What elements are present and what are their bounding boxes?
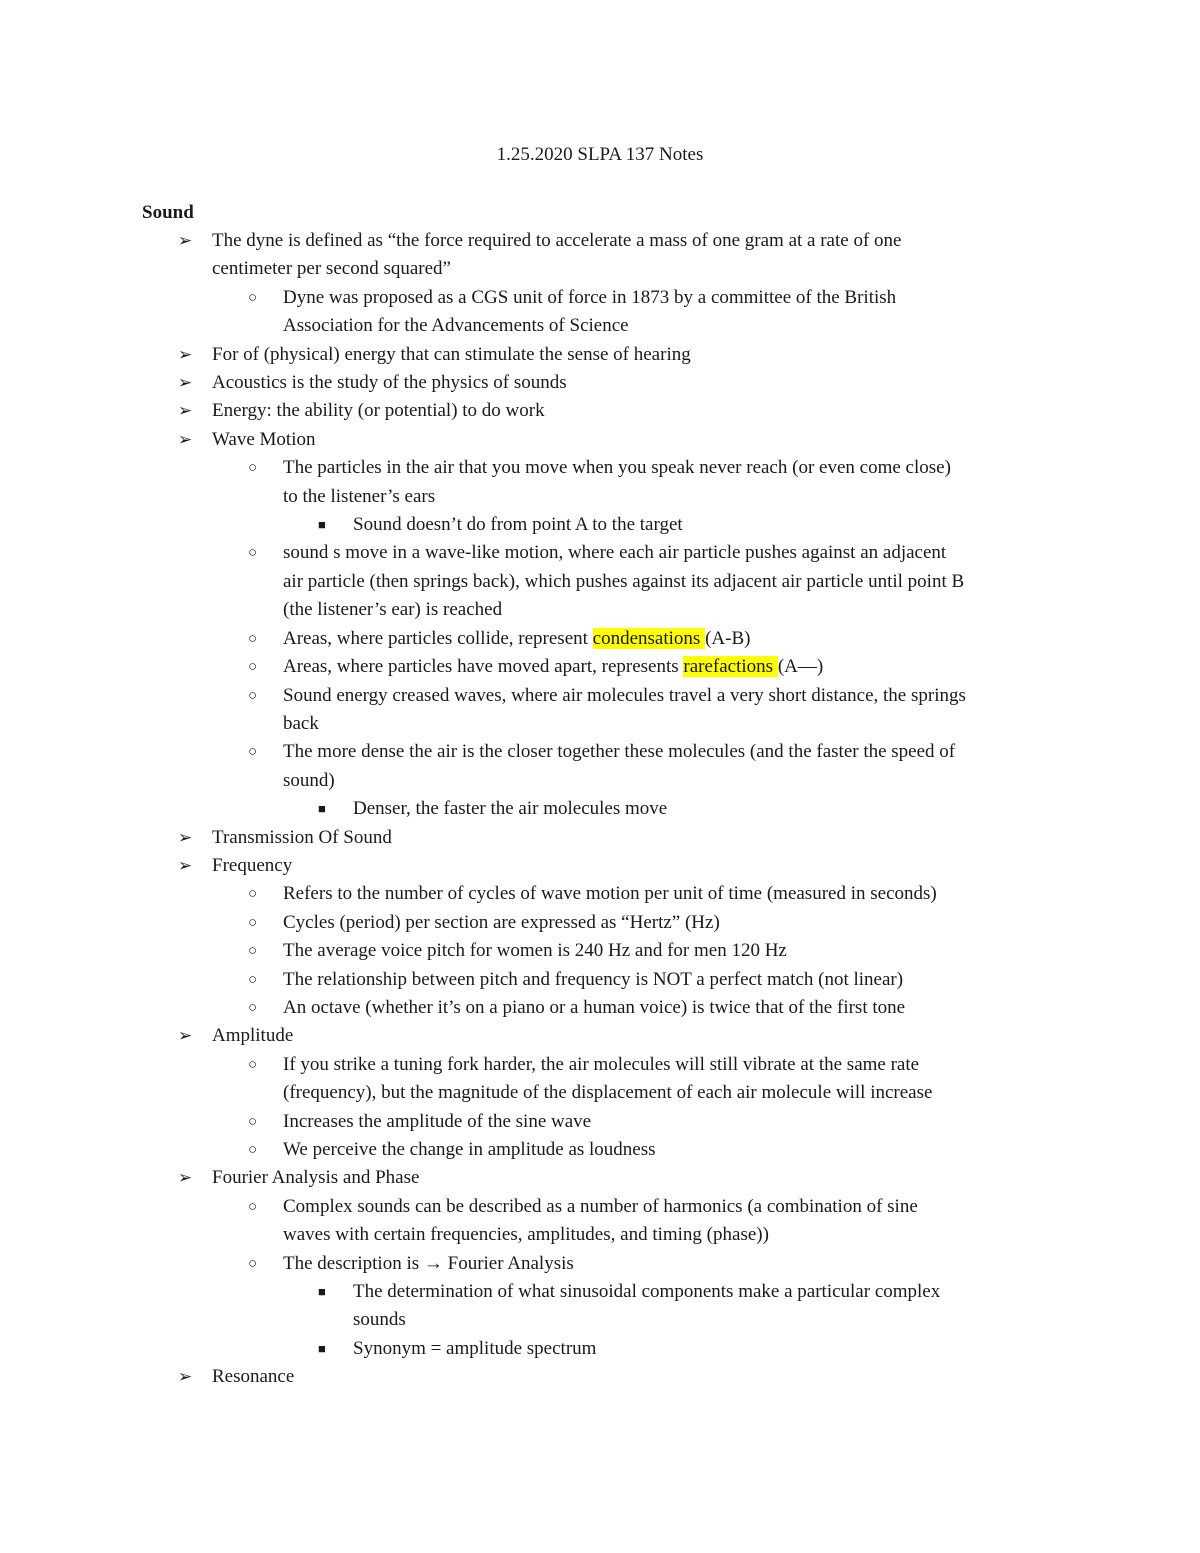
sub-bullet-wave-like — [0, 539, 1200, 624]
sub-sub-bullet-fourier-2 — [0, 1335, 1200, 1363]
bullet-text: Sound doesn’t do from point A to the target — [353, 514, 683, 536]
bullet-text: The relationship between pitch and frequency is NOT a perfect match (not linear) — [283, 968, 904, 990]
bullet-text: (A-B) — [705, 627, 751, 649]
circle-bullet-icon: ○ — [248, 999, 258, 1016]
bullet-text: The particles in the air that you move when you speak never reach (or even come close) — [283, 457, 951, 479]
highlighted-term-rarefactions: rarefactions — [683, 656, 778, 678]
sub-bullet-frequency-4 — [0, 966, 1200, 994]
circle-bullet-icon: ○ — [248, 630, 258, 647]
circle-bullet-icon: ○ — [248, 1056, 258, 1073]
arrow-bullet-icon: ➢ — [178, 231, 193, 250]
bullet-text: (frequency), but the magnitude of the displacement of each air molecule will increase — [283, 1082, 933, 1104]
circle-bullet-icon: ○ — [248, 1198, 258, 1215]
bullet-text: Areas, where particles collide, represent — [283, 627, 593, 649]
bullet-frequency — [0, 852, 1200, 880]
arrow-bullet-icon: ➢ — [178, 1367, 193, 1387]
arrow-bullet-icon: ➢ — [178, 827, 193, 847]
document-title: 1.25.2020 SLPA 137 Notes — [496, 144, 704, 165]
square-bullet-icon: ■ — [318, 517, 326, 533]
circle-bullet-icon: ○ — [248, 943, 258, 960]
sub-bullet-particles — [0, 454, 1200, 511]
sub-bullet-rarefactions — [0, 653, 1200, 681]
circle-bullet-icon: ○ — [248, 744, 258, 761]
circle-bullet-icon: ○ — [248, 1142, 258, 1158]
sub-sub-bullet-fourier-1 — [0, 1278, 1200, 1335]
bullet-text: centimeter per second squared” — [212, 258, 451, 280]
arrow-bullet-icon: ➢ — [178, 1168, 193, 1188]
sub-bullet-fourier-2 — [0, 1250, 1200, 1278]
bullet-text: (A—) — [777, 656, 824, 678]
sub-bullet-dyne-cgs — [0, 284, 1200, 341]
sub-bullet-amplitude-1 — [0, 1051, 1200, 1108]
notes-outline — [0, 227, 1200, 1392]
bullet-text: Fourier Analysis and Phase — [212, 1167, 420, 1189]
bullet-text: Energy: the ability (or potential) to do work — [212, 400, 545, 422]
bullet-text: If you strike a tuning fork harder, the air molecules will still vibrate at the same rate — [283, 1053, 920, 1075]
circle-bullet-icon: ○ — [248, 1255, 258, 1272]
bullet-dyne — [0, 227, 1200, 284]
sub-bullet-dense-air — [0, 738, 1200, 795]
bullet-text: We perceive the change in amplitude as loudness — [283, 1139, 656, 1160]
bullet-text: sound) — [283, 769, 335, 791]
bullet-text: waves with certain frequencies, amplitudes, and timing (phase)) — [283, 1224, 769, 1246]
circle-bullet-icon: ○ — [248, 460, 258, 477]
bullet-resonance — [0, 1363, 1200, 1391]
bullet-text: Refers to the number of cycles of wave motion per unit of time (measured in seconds) — [283, 883, 937, 905]
bullet-text: Cycles (period) per section are expressed as “Hertz” (Hz) — [283, 911, 720, 933]
sub-bullet-creased-waves — [0, 682, 1200, 739]
arrow-bullet-icon: ➢ — [178, 1026, 193, 1046]
bullet-text: (the listener’s ear) is reached — [283, 599, 503, 621]
circle-bullet-icon: ○ — [248, 914, 258, 931]
bullet-amplitude — [0, 1022, 1200, 1050]
bullet-text: sounds — [353, 1309, 406, 1331]
sub-bullet-frequency-3 — [0, 937, 1200, 965]
arrow-bullet-icon: ➢ — [178, 855, 193, 875]
sub-bullet-amplitude-3 — [0, 1136, 1200, 1164]
arrow-bullet-icon: ➢ — [178, 344, 193, 364]
bullet-text: Dyne was proposed as a CGS unit of force in 1873 by a committee of the British — [283, 286, 897, 308]
bullet-text: Acoustics is the study of the physics of sounds — [212, 372, 567, 394]
square-bullet-icon: ■ — [318, 801, 326, 817]
bullet-text: For of (physical) energy that can stimulate the sense of hearing — [212, 343, 691, 365]
bullet-text: Complex sounds can be described as a number of harmonics (a combination of sine — [283, 1195, 918, 1217]
circle-bullet-icon: ○ — [248, 1113, 258, 1130]
sub-bullet-condensations — [0, 625, 1200, 653]
bullet-text: The dyne is defined as “the force required to accelerate a mass of one gram at a rate of one — [212, 230, 902, 251]
sub-bullet-frequency-5 — [0, 994, 1200, 1022]
bullet-fourier — [0, 1164, 1200, 1192]
circle-bullet-icon: ○ — [248, 659, 258, 676]
bullet-text: An octave (whether it’s on a piano or a human voice) is twice that of the first tone — [283, 996, 906, 1018]
sub-bullet-fourier-1 — [0, 1193, 1200, 1250]
bullet-text: sound s move in a wave-like motion, where each air particle pushes against an adjacent — [283, 542, 947, 564]
bullet-text: to the listener’s ears — [283, 485, 436, 507]
arrow-bullet-icon: ➢ — [178, 401, 193, 421]
bullet-text: Areas, where particles have moved apart, represents — [283, 656, 684, 678]
bullet-text: Wave Motion — [212, 428, 316, 450]
circle-bullet-icon: ○ — [248, 687, 258, 704]
arrow-bullet-icon: ➢ — [178, 429, 193, 449]
section-heading-sound: Sound — [142, 202, 194, 223]
bullet-text: The average voice pitch for women is 240 Hz and for men 120 Hz — [283, 940, 787, 962]
bullet-energy — [0, 397, 1200, 425]
bullet-wave-motion — [0, 426, 1200, 454]
bullet-text: The determination of what sinusoidal components make a particular complex — [353, 1281, 941, 1303]
circle-bullet-icon: ○ — [248, 289, 258, 306]
bullet-acoustics — [0, 369, 1200, 397]
circle-bullet-icon: ○ — [248, 545, 258, 562]
bullet-text: Frequency — [212, 854, 293, 876]
sub-bullet-frequency-1 — [0, 880, 1200, 908]
bullet-text: Synonym = amplitude spectrum — [353, 1337, 597, 1359]
bullet-transmission — [0, 824, 1200, 852]
bullet-text: Association for the Advancements of Science — [283, 315, 629, 337]
bullet-text: The description is → Fourier Analysis — [283, 1252, 574, 1274]
bullet-text: Increases the amplitude of the sine wave — [283, 1110, 592, 1132]
bullet-text: Sound energy creased waves, where air molecules travel a very short distance, the springs — [283, 684, 966, 706]
sub-sub-bullet-point-a — [0, 511, 1200, 539]
sub-bullet-frequency-2 — [0, 909, 1200, 937]
bullet-text: The more dense the air is the closer together these molecules (and the faster the speed of — [283, 741, 956, 763]
arrow-bullet-icon: ➢ — [178, 373, 193, 393]
sub-bullet-amplitude-2 — [0, 1108, 1200, 1136]
circle-bullet-icon: ○ — [248, 886, 258, 903]
bullet-text: Denser, the faster the air molecules move — [353, 798, 668, 820]
bullet-text: back — [283, 712, 319, 734]
square-bullet-icon: ■ — [318, 1340, 326, 1356]
square-bullet-icon: ■ — [318, 1284, 326, 1300]
bullet-for-of — [0, 341, 1200, 369]
bullet-text: Amplitude — [212, 1025, 294, 1047]
highlighted-term-condensations: condensations — [592, 627, 706, 649]
bullet-text: air particle (then springs back), which pushes against its adjacent air particle until point B — [283, 570, 965, 592]
circle-bullet-icon: ○ — [248, 971, 258, 988]
bullet-text: Resonance — [212, 1366, 295, 1388]
sub-sub-bullet-denser — [0, 795, 1200, 823]
bullet-text: Transmission Of Sound — [212, 826, 392, 848]
